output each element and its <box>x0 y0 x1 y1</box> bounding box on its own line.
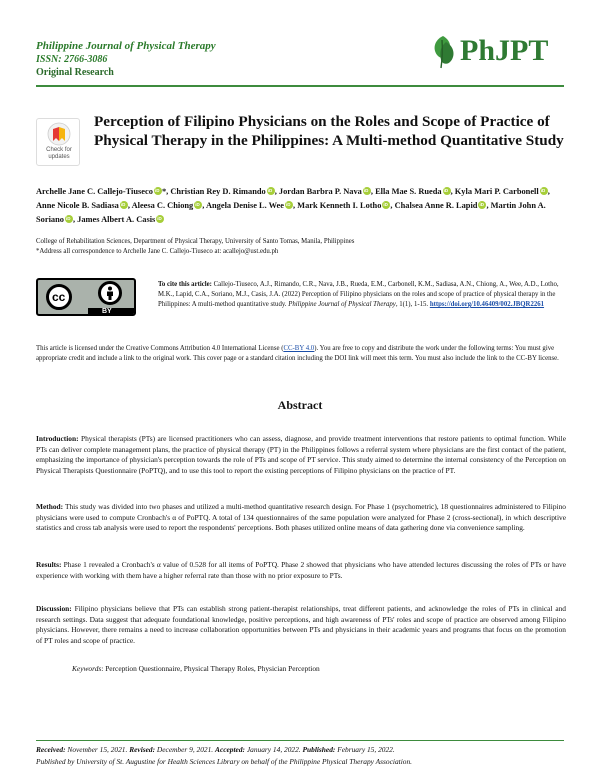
orcid-icon[interactable] <box>540 187 548 195</box>
article-type: Original Research <box>36 67 114 78</box>
published-date: February 15, 2022. <box>337 745 395 754</box>
corresponding-mark: * <box>161 187 167 196</box>
header-divider <box>36 85 564 87</box>
orcid-icon[interactable] <box>363 187 371 195</box>
published-label: Published: <box>302 745 336 754</box>
author-name: Martin John A. Soriano <box>36 201 546 224</box>
author-name: Ella Mae S. Rueda <box>375 187 442 196</box>
journal-name: Philippine Journal of Physical Therapy <box>36 40 216 52</box>
citation-volume: , 1(1), 1-15. <box>395 301 429 308</box>
orcid-icon[interactable] <box>65 215 73 223</box>
badge-label-line1: Check for <box>46 147 72 153</box>
author-name: Chalsea Anne R. Lapid <box>394 201 478 210</box>
keywords-label: Keywords <box>72 664 102 673</box>
license-text-after: ). You are free to copy and distribute the work under the following terms: You must give appropriate credit and include a link to the original work. This cover page or a standard citation including the DOI link will meet this term. You must also include the link to the CC-BY license. <box>36 345 559 362</box>
method-text: This study was divided into two phases and utilized a multi-method quantitative research design. For Phase 1 (psychometric), 18 questionnaires administered to Filipino physicians were used to compute Cronbach's α of PoPTQ. A total of 134 questionnaires of the same population were analyzed for Phase 2 (cross-sectional), in which descriptive statistics and cross tab analysis were used to report the respondents' perceptions. Both phases utilized online means of data gathering done via convenience sampling. <box>36 502 566 533</box>
orcid-icon[interactable] <box>285 201 293 209</box>
logo-wordmark: PhJPT <box>460 34 549 67</box>
by-label: BY <box>102 308 112 315</box>
results-label: Results: <box>36 560 62 569</box>
keywords-text: : Perception Questionnaire, Physical Therapy Roles, Physician Perception <box>101 664 320 673</box>
journal-header <box>36 40 216 79</box>
introduction-label: Introduction: <box>36 434 79 443</box>
orcid-icon[interactable] <box>382 201 390 209</box>
publisher-line: Published by University of St. Augustine for Health Sciences Library on behalf of the Philippine Physical Therapy Association. <box>36 757 412 766</box>
cc-by-license-badge[interactable] <box>36 278 136 316</box>
badge-label <box>37 147 81 161</box>
author-name: Jordan Barbra P. Nava <box>278 187 362 196</box>
cc-by-link[interactable]: CC-BY 4.0 <box>283 345 315 352</box>
citation-text: Callejo-Tiuseco, A.J., Rimando, C.R., Nava, J.B., Rueda, E.M., Carbonell, K.M., Sadiasa, A.N., Chiong, A., Wee, A.D., Lotho, M.K., Lapid, C.A., Soriano, M.J., Casis, J.A. (2022) Perception of Filipino physicians on the roles and scope of practice of physical therapy in the Philippines: A multi-method quantitative study. <box>158 281 559 308</box>
author-list: Archelle Jane C. Callejo-TiusecoiD *, Christian Rey D. RimandoiD , Jordan Barbra P. NavaiD , Ella Mae S. RuedaiD , Kyla Mari P. CarbonelliD , Anne Nicole B. SadiasaiD , Aleesa C. ChiongiD , Angela Denise L. WeeiD , Mark Kenneth I. LothoiD , Chalsea Anne R. LapidiD , Martin John A. SorianoiD , James Albert A. CasisiD <box>36 185 566 227</box>
author-name: Angela Denise L. Wee <box>205 201 284 210</box>
citation-lead: To cite this article: <box>158 281 212 288</box>
affiliation-block <box>36 237 566 257</box>
revised-date: December 9, 2021. <box>156 745 214 754</box>
journal-logo <box>428 32 566 72</box>
author-name: Kyla Mari P. Carbonell <box>454 187 539 196</box>
logo-leaf-icon <box>428 32 458 72</box>
orcid-icon[interactable] <box>120 201 128 209</box>
method-label: Method: <box>36 502 64 511</box>
orcid-icon[interactable] <box>154 187 162 195</box>
license-text-before: This article is licensed under the Creative Commons Attribution 4.0 International License ( <box>36 345 284 352</box>
accepted-label: Accepted: <box>215 745 245 754</box>
article-dates <box>36 744 566 755</box>
license-statement <box>36 344 566 364</box>
abstract-method <box>36 502 566 534</box>
author-name: Aleesa C. Chiong <box>131 201 194 210</box>
received-label: Received: <box>36 745 66 754</box>
orcid-icon[interactable] <box>478 201 486 209</box>
cc-label: cc <box>52 290 66 304</box>
author-name: Christian Rey D. Rimando <box>170 187 266 196</box>
author-name: Archelle Jane C. Callejo-Tiuseco <box>36 187 153 196</box>
abstract-heading: Abstract <box>277 398 323 412</box>
abstract-discussion <box>36 604 566 646</box>
citation-journal: Philippine Journal of Physical Therapy <box>288 301 396 308</box>
introduction-text: Physical therapists (PTs) are licensed practitioners who can assess, diagnose, and provide treatment interventions that restore patients to optimal function. While PTs can deliver complete management plans, the practice of physical therapy (PT) in the Philippines follows a referral system where physicians are the first contact of the patient, emphasizing the importance of physician's perception towards the role of PTs and scope of PT service. This study aimed to determine the internal consistency of the Perception on Physical Therapists Questionnaire (PoPTQ), and to use this tool to report the existing perceptions of Filipino physicians on the practice of PT. <box>36 434 566 475</box>
journal-issn: ISSN: 2766-3086 <box>36 54 108 65</box>
orcid-icon[interactable] <box>267 187 275 195</box>
discussion-text: Filipino physicians believe that PTs can establish strong patient-therapist relationships, treat different patients, and acknowledge the roles of PTs in clinical and research settings. Data suggest that adequate foundational knowledge, positive perceptions, and high awareness of PTs' roles and scope of practice are observed among Filipino physicians. However, there remains a need to increase collaboration opportunities between PTs and physicians in their academic years and programs that focus on the promotion of PT roles and scope of practice. <box>36 604 566 645</box>
doi-link[interactable]: https://doi.org/10.46409/002.JBQR2261 <box>429 301 545 308</box>
badge-label-line2: updates <box>48 154 70 160</box>
author-name: James Albert A. Casis <box>77 215 156 224</box>
check-for-updates-badge[interactable] <box>36 118 80 166</box>
article-title: Perception of Filipino Physicians on the Roles and Scope of Practice of Physical Therapy in the Philippines: A Multi-method Quantitative Study <box>94 113 564 149</box>
affiliation: College of Rehabilitation Sciences, Department of Physical Therapy, University of Santo Tomas, Manila, Philippines <box>36 238 355 245</box>
abstract-introduction <box>36 434 566 476</box>
accepted-date: January 14, 2022. <box>246 745 301 754</box>
correspondence-note: *Address all correspondence to Archelle Jane C. Callejo-Tiuseco at: acallejo@ust.edu.ph <box>36 248 279 255</box>
author-name: Mark Kenneth I. Lotho <box>297 201 382 210</box>
cc-logo-icon <box>46 284 72 310</box>
revised-label: Revised: <box>129 745 156 754</box>
citation-block <box>158 280 566 310</box>
received-date: November 15, 2021. <box>67 745 128 754</box>
orcid-icon[interactable] <box>194 201 202 209</box>
bookmark-icon <box>37 121 81 149</box>
discussion-label: Discussion: <box>36 604 72 613</box>
orcid-icon[interactable] <box>443 187 451 195</box>
attribution-person-icon <box>98 281 122 305</box>
abstract-results <box>36 560 566 581</box>
footer-divider <box>36 740 564 741</box>
keywords-line <box>72 664 320 674</box>
orcid-icon[interactable] <box>156 215 164 223</box>
author-name: Anne Nicole B. Sadiasa <box>36 201 119 210</box>
results-text: Phase 1 revealed a Cronbach's α value of 0.528 for all items of PoPTQ. Phase 2 showed that physicians who have attended lectures discussing the roles of PTs or have experience with working with them have a higher referral rate than those with no prior exposure to PTs. <box>36 560 566 580</box>
